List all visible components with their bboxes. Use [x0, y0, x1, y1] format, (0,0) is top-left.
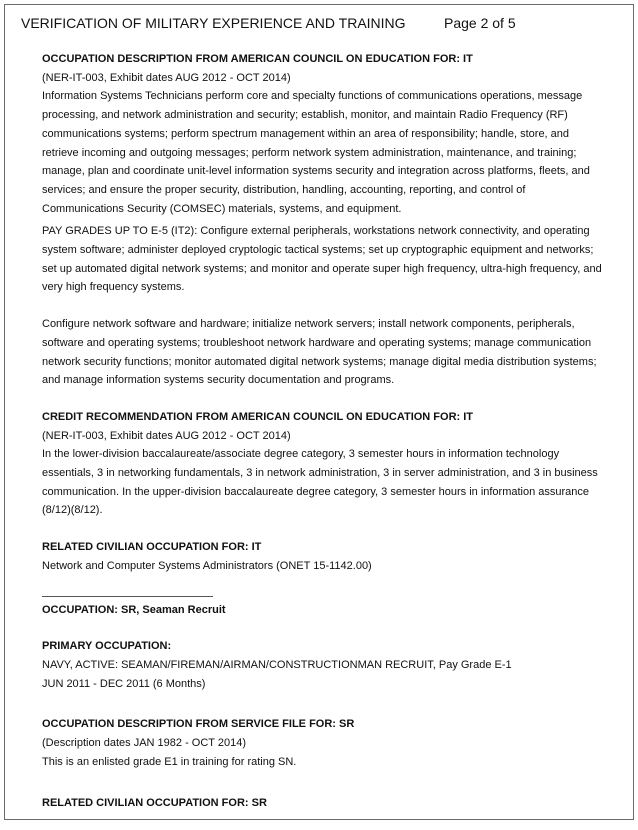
description-text: This is an enlisted grade E1 in training for rating SN. — [42, 755, 297, 768]
page-number: Page 2 of 5 — [444, 15, 516, 31]
document-body — [42, 50, 605, 812]
exhibit-reference: (NER-IT-003, Exhibit dates AUG 2012 - OCT 2014) — [42, 429, 291, 442]
section-sr-occupation — [42, 601, 605, 620]
primary-occupation-detail: NAVY, ACTIVE: SEAMAN/FIREMAN/AIRMAN/CONSTRUCTIONMAN RECRUIT, Pay Grade E-1 — [42, 658, 512, 671]
section-it-credit — [42, 408, 605, 520]
credit-paragraph: In the lower-division baccalaureate/associate degree category, 3 semester hours in information technology essentials, 3 in networking fundamentals, 3 in network administration, 3 in server administration, and 3 in business communication. In the upper-division baccalaureate degree category, 3 semester hours in information assurance (8/12)(8/12). — [42, 448, 598, 517]
section-heading: OCCUPATION DESCRIPTION FROM AMERICAN COUNCIL ON EDUCATION FOR: IT — [42, 53, 473, 65]
civilian-occupation: Network and Computer Systems Administrators (ONET 15-1142.00) — [42, 559, 372, 572]
page-header — [21, 15, 617, 37]
additional-duties-paragraph: Configure network software and hardware; initialize network servers; install network components, peripherals, software and operating systems; troubleshoot network hardware and operating systems; manage communication network security functions; monitor automated digital network systems; manage digital media distribution systems; and manage information systems security documentation and programs. — [42, 318, 597, 387]
pay-grades-paragraph: PAY GRADES UP TO E-5 (IT2): Configure external peripherals, workstations network connectivity, and operating system software; administer deployed cryptologic tactical systems; set up cryptographic equipment and networks; set up automated digital network systems; and monitor and operate super high frequency, ultra-high frequency, and very high frequency systems. — [42, 225, 602, 294]
occupation-heading: OCCUPATION: SR, Seaman Recruit — [42, 603, 226, 616]
description-dates: (Description dates JAN 1982 - OCT 2014) — [42, 737, 246, 750]
document-title: VERIFICATION OF MILITARY EXPERIENCE AND TRAINING — [21, 15, 406, 31]
section-it-description — [42, 50, 605, 390]
description-paragraph: Information Systems Technicians perform core and specialty functions of communications operations, message processing, and network administration and security; establish, monitor, and maintain Radio Frequency (RF) communications systems; perform spectrum management within an area of responsibility; handle, store, and retrieve incoming and outgoing messages; perform network system administration, maintenance, and training; manage, plan and coordinate unit-level information systems security and integration across platforms, fleets, and services; and ensure the proper security, distribution, handling, accounting, reporting, and control of Communications Security (COMSEC) materials, systems, and equipment. — [42, 90, 590, 215]
section-heading: PRIMARY OCCUPATION: — [42, 640, 172, 653]
service-dates: JUN 2011 - DEC 2011 (6 Months) — [42, 677, 206, 690]
section-sr-description — [42, 715, 605, 771]
document-page — [4, 4, 634, 820]
section-heading: OCCUPATION DESCRIPTION FROM SERVICE FILE FOR: SR — [42, 718, 355, 731]
section-heading: RELATED CIVILIAN OCCUPATION FOR: IT — [42, 541, 262, 554]
section-sr-civilian — [42, 794, 605, 813]
exhibit-reference: (NER-IT-003, Exhibit dates AUG 2012 - OCT 2014) — [42, 71, 291, 84]
section-it-civilian — [42, 538, 605, 575]
section-heading: RELATED CIVILIAN OCCUPATION FOR: SR — [42, 796, 267, 809]
section-heading: CREDIT RECOMMENDATION FROM AMERICAN COUNCIL ON EDUCATION FOR: IT — [42, 410, 474, 423]
section-sr-primary — [42, 637, 605, 693]
